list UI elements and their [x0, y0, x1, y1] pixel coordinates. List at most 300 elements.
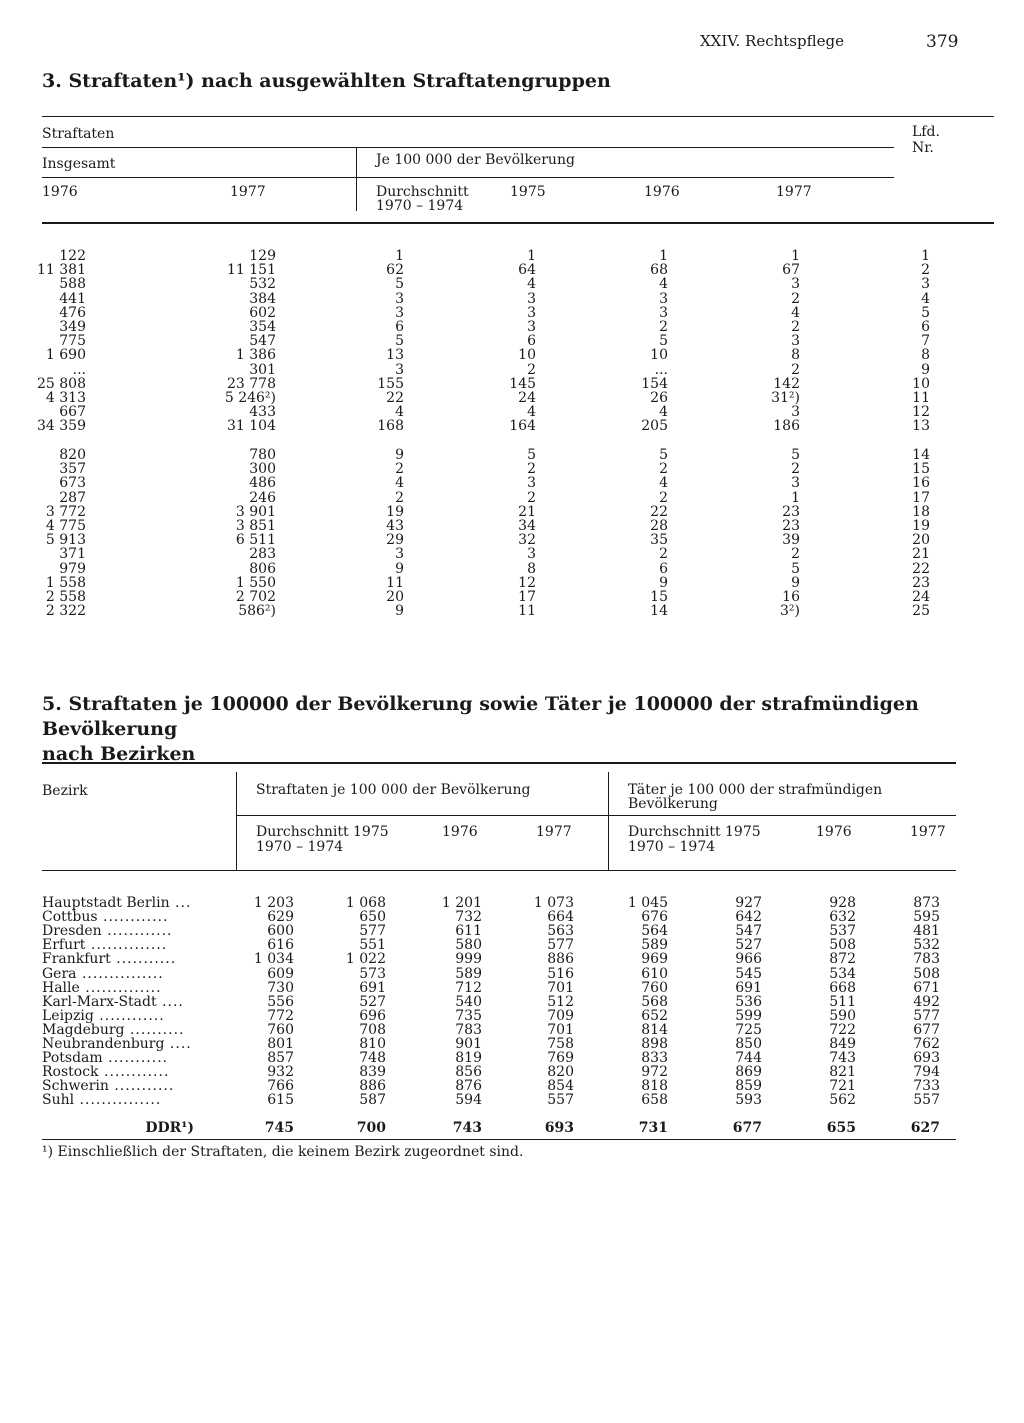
- table3-cell-je100k-durchschnitt: 19: [386, 503, 404, 520]
- table3-cell-je100k-1975: 10: [518, 347, 536, 364]
- table5-cell-taeter-1977: 677: [913, 1021, 940, 1038]
- table3-cell-insgesamt-1976: 2 558: [45, 589, 86, 605]
- table3-cell-je100k-1975: 4: [527, 404, 536, 421]
- table5-cell-straftaten-1976: 594: [455, 1092, 482, 1109]
- table3-cell-insgesamt-1976: 667: [59, 404, 86, 421]
- table3-title: 3. Straftaten¹) nach ausgewählten Straftatengruppen: [42, 70, 611, 92]
- table5-cell-straftaten-durchschnitt: 629: [267, 909, 294, 926]
- table5-row-label: [42, 1079, 174, 1093]
- bezirk-name: Dresden: [42, 923, 102, 940]
- table5-cell-taeter-durchschnitt: 760: [641, 979, 668, 996]
- table3-cell-insgesamt-1977: 806: [249, 560, 276, 577]
- table3-cell-je100k-1975: 3: [527, 290, 536, 307]
- table3-cell-je100k-durchschnitt: 3: [395, 361, 404, 378]
- table3-cell-insgesamt-1976: 5 913: [45, 532, 86, 549]
- table5-cell-taeter-1975: 744: [735, 1050, 762, 1067]
- table5-row-label: [42, 1023, 184, 1037]
- table5-title-line2: nach Bezirken: [42, 743, 196, 765]
- table5-cell-taeter-1977: 693: [913, 1050, 940, 1067]
- table5-row-label: [42, 910, 168, 924]
- table3-cell-insgesamt-1977: 1 386: [235, 347, 276, 364]
- table3-cell-lfd-nr: 9: [921, 361, 930, 378]
- bezirk-name: Hauptstadt Berlin: [42, 895, 170, 911]
- leader-dots: ..............: [85, 937, 168, 954]
- table3-cell-je100k-1976: 3: [659, 304, 668, 321]
- table3-header-zeitraum: 1970 – 1974: [376, 198, 464, 214]
- table3-cell-lfd-nr: 15: [912, 461, 930, 478]
- table5-cell-taeter-1977: 532: [913, 937, 940, 954]
- table3-cell-insgesamt-1977: 23 778: [227, 375, 276, 392]
- table3-cell-insgesamt-1976: 1 558: [45, 574, 86, 591]
- table5-row-label: [42, 952, 176, 966]
- table5-cell-taeter-1975: 642: [735, 909, 762, 926]
- table3-cell-je100k-durchschnitt: 168: [377, 418, 404, 435]
- bezirk-name: Karl-Marx-Stadt: [42, 993, 157, 1010]
- table3-header-lfd: Lfd.: [912, 124, 940, 140]
- table5-cell-taeter-1977: 508: [913, 965, 940, 982]
- table3-cell-je100k-1977: 9: [791, 574, 800, 591]
- leader-dots: ...........: [108, 1078, 175, 1095]
- table3-cell-je100k-1977: 5: [791, 447, 800, 463]
- table3-cell-insgesamt-1977: 1 550: [235, 574, 276, 591]
- table5-cell-taeter-1977: 481: [913, 923, 940, 940]
- table3-cell-je100k-1975: 2: [527, 489, 536, 506]
- table5-header-durchschnitt-b: Durchschnitt 1975: [628, 824, 761, 840]
- table5-cell-straftaten-1977: 701: [547, 979, 574, 996]
- table3-cell-insgesamt-1976: 11 381: [37, 262, 86, 279]
- table3-cell-je100k-1975: 6: [527, 333, 536, 350]
- table3-header-divider: [356, 147, 357, 211]
- leader-dots: ....: [156, 993, 184, 1010]
- table5-cell-taeter-durchschnitt: 676: [641, 909, 668, 926]
- table3-cell-insgesamt-1976: 371: [59, 546, 86, 563]
- table5-cell-taeter-1976: 821: [829, 1064, 856, 1081]
- table3-top-rule: [42, 116, 994, 117]
- table3-cell-je100k-1976: 2: [659, 461, 668, 478]
- table3-cell-je100k-durchschnitt: 5: [395, 333, 404, 350]
- table5-cell-taeter-1975: 527: [735, 937, 762, 954]
- table5-divider-mid: [608, 772, 609, 870]
- table5-row-label: [42, 1065, 169, 1079]
- table5-cell-taeter-1975: 536: [735, 993, 762, 1010]
- table5-cell-taeter-1975: 593: [735, 1092, 762, 1109]
- table3-cell-je100k-1975: 3: [527, 546, 536, 563]
- table5-cell-straftaten-1976: 783: [455, 1021, 482, 1038]
- table5-total-taeter-1977: 627: [910, 1120, 940, 1136]
- table3-cell-lfd-nr: 5: [921, 304, 930, 321]
- table3-header-insgesamt: Insgesamt: [42, 156, 116, 172]
- table5-total-straftaten-1975: 700: [356, 1120, 386, 1136]
- bezirk-name: Halle: [42, 979, 80, 996]
- table3-cell-je100k-1977: 3: [791, 404, 800, 421]
- table5-cell-taeter-1976: 668: [829, 979, 856, 996]
- table3-cell-je100k-1975: 11: [518, 603, 536, 620]
- table3-cell-lfd-nr: 23: [912, 574, 930, 591]
- table5-cell-taeter-durchschnitt: 568: [641, 993, 668, 1010]
- table5-cell-straftaten-1977: 1 073: [533, 895, 574, 911]
- table3-cell-insgesamt-1977: 780: [249, 447, 276, 463]
- table3-cell-je100k-1977: 23: [782, 503, 800, 520]
- table3-header-bottom-rule: [42, 222, 994, 224]
- table5-cell-taeter-durchschnitt: 1 045: [627, 895, 668, 911]
- leader-dots: ............: [97, 909, 169, 926]
- table5-title: [42, 692, 1024, 767]
- table5-cell-taeter-1977: 577: [913, 1007, 940, 1024]
- table3-cell-je100k-1976: 9: [659, 574, 668, 591]
- table3-cell-je100k-1976: 14: [650, 603, 668, 620]
- table3-cell-insgesamt-1976: 1 690: [45, 347, 86, 364]
- table3-cell-insgesamt-1976: 673: [59, 475, 86, 492]
- table3-cell-je100k-1975: 2: [527, 461, 536, 478]
- table5-cell-straftaten-1977: 820: [547, 1064, 574, 1081]
- table3-cell-insgesamt-1977: 384: [249, 290, 276, 307]
- table3-cell-insgesamt-1976: 122: [59, 248, 86, 264]
- table3-cell-je100k-1976: 15: [650, 589, 668, 605]
- table3-cell-je100k-1975: 1: [527, 248, 536, 264]
- table5-total-straftaten-durchschnitt: 745: [264, 1120, 294, 1136]
- table5-header-bezirk: Bezirk: [42, 783, 88, 799]
- table5-cell-taeter-1975: 927: [735, 895, 762, 911]
- table5-cell-taeter-1977: 762: [913, 1036, 940, 1052]
- table5-header-straftaten-group: Straftaten je 100 000 der Bevölkerung: [256, 782, 531, 798]
- table5-header-zeitraum-a: 1970 – 1974: [256, 839, 344, 855]
- table3-cell-je100k-1977: 2: [791, 290, 800, 307]
- table3-cell-insgesamt-1977: 5 246²): [224, 390, 276, 406]
- table3-cell-je100k-1976: 4: [659, 475, 668, 492]
- table5-cell-straftaten-1977: 512: [547, 993, 574, 1010]
- table3-cell-insgesamt-1977: 301: [249, 361, 276, 378]
- table5-cell-taeter-1976: 632: [829, 909, 856, 926]
- leader-dots: ....: [164, 1036, 192, 1052]
- table3-cell-je100k-1977: 2: [791, 319, 800, 335]
- table5-cell-straftaten-1975: 708: [359, 1021, 386, 1038]
- table3-cell-lfd-nr: 8: [921, 347, 930, 364]
- table5-cell-taeter-1976: 508: [829, 937, 856, 954]
- table5-cell-straftaten-1977: 516: [547, 965, 574, 982]
- leader-dots: ...........: [110, 951, 177, 968]
- table3-cell-insgesamt-1976: 441: [59, 290, 86, 307]
- bezirk-name: Gera: [42, 965, 77, 982]
- table5-cell-straftaten-durchschnitt: 556: [267, 993, 294, 1010]
- table3-cell-je100k-durchschnitt: 4: [395, 404, 404, 421]
- table3-cell-insgesamt-1976: 4 313: [45, 390, 86, 406]
- table3-cell-je100k-1977: 2: [791, 461, 800, 478]
- table3-cell-je100k-1975: 32: [518, 532, 536, 549]
- table3-cell-insgesamt-1977: 2 702: [235, 589, 276, 605]
- table3-header-1977b: 1977: [776, 184, 812, 200]
- bezirk-name: Frankfurt: [42, 951, 111, 968]
- table5-cell-taeter-1975: 850: [735, 1036, 762, 1052]
- table3-cell-je100k-1977: 23: [782, 518, 800, 534]
- table3-cell-je100k-1977: 142: [773, 375, 800, 392]
- table3-cell-insgesamt-1976: ...: [72, 361, 86, 378]
- table5-cell-straftaten-1976: 712: [455, 979, 482, 996]
- table5-cell-straftaten-1975: 573: [359, 965, 386, 982]
- bezirk-name: Neubrandenburg: [42, 1036, 165, 1052]
- table5-cell-straftaten-1975: 551: [359, 937, 386, 954]
- table3-header-nr: Nr.: [912, 140, 934, 156]
- table3-cell-je100k-durchschnitt: 6: [395, 319, 404, 335]
- table3-cell-je100k-1976: 22: [650, 503, 668, 520]
- table5-cell-straftaten-1977: 854: [547, 1078, 574, 1095]
- table3-cell-je100k-durchschnitt: 4: [395, 475, 404, 492]
- leader-dots: ...: [169, 895, 192, 911]
- running-title: XXIV. Rechtspflege: [700, 32, 844, 50]
- table5-cell-straftaten-durchschnitt: 615: [267, 1092, 294, 1109]
- table5-cell-straftaten-durchschnitt: 1 203: [253, 895, 294, 911]
- table3-cell-je100k-1976: 2: [659, 546, 668, 563]
- table3-cell-je100k-durchschnitt: 2: [395, 489, 404, 506]
- table3-cell-je100k-1976: 68: [650, 262, 668, 279]
- table5-cell-straftaten-1976: 611: [455, 923, 482, 940]
- table3-cell-lfd-nr: 10: [912, 375, 930, 392]
- table5-cell-straftaten-1975: 577: [359, 923, 386, 940]
- table5-cell-straftaten-1977: 709: [547, 1007, 574, 1024]
- table5-cell-straftaten-1975: 527: [359, 993, 386, 1010]
- bezirk-name: Cottbus: [42, 909, 98, 926]
- table5-total-straftaten-1977: 693: [544, 1120, 574, 1136]
- table3-cell-insgesamt-1976: 3 772: [45, 503, 86, 520]
- table3-cell-insgesamt-1977: 11 151: [227, 262, 276, 279]
- table5-cell-taeter-durchschnitt: 652: [641, 1007, 668, 1024]
- table3-cell-je100k-1976: 35: [650, 532, 668, 549]
- table3-cell-je100k-1977: 8: [791, 347, 800, 364]
- table3-cell-je100k-1976: 4: [659, 276, 668, 293]
- table5-cell-straftaten-1975: 587: [359, 1092, 386, 1109]
- table3-cell-insgesamt-1976: 349: [59, 319, 86, 335]
- table3-header-rule-2: [42, 177, 894, 178]
- table3-cell-lfd-nr: 6: [921, 319, 930, 335]
- table3-cell-je100k-1977: 3: [791, 276, 800, 293]
- table5-cell-straftaten-1977: 557: [547, 1092, 574, 1109]
- table5-cell-taeter-1977: 492: [913, 993, 940, 1010]
- table3-header-1976a: 1976: [42, 184, 78, 200]
- table3-cell-je100k-durchschnitt: 3: [395, 290, 404, 307]
- table5-cell-straftaten-1976: 580: [455, 937, 482, 954]
- table5-header-1977a: 1977: [536, 824, 572, 840]
- table5-cell-straftaten-1975: 650: [359, 909, 386, 926]
- table5-total-label: DDR¹): [145, 1120, 194, 1136]
- table3-cell-insgesamt-1977: 433: [249, 404, 276, 421]
- table5-total-straftaten-1976: 743: [452, 1120, 482, 1136]
- table5-cell-straftaten-durchschnitt: 932: [267, 1064, 294, 1081]
- table5-cell-taeter-1976: 511: [829, 993, 856, 1010]
- table5-cell-straftaten-1977: 886: [547, 951, 574, 968]
- bezirk-name: Leipzig: [42, 1007, 94, 1024]
- table3-cell-je100k-1977: 3²): [780, 603, 800, 620]
- table3-cell-je100k-1977: 5: [791, 560, 800, 577]
- table5-cell-taeter-1976: 562: [829, 1092, 856, 1109]
- table5-cell-taeter-1975: 966: [735, 951, 762, 968]
- table3-cell-je100k-1977: 1: [791, 248, 800, 264]
- table3-cell-je100k-1975: 3: [527, 304, 536, 321]
- table5-bottom-rule: [42, 1139, 956, 1140]
- table3-cell-insgesamt-1977: 586²): [238, 603, 276, 620]
- table3-cell-insgesamt-1977: 532: [249, 276, 276, 293]
- table5-cell-taeter-1976: 722: [829, 1021, 856, 1038]
- table3-cell-je100k-1977: 2: [791, 546, 800, 563]
- table3-cell-insgesamt-1976: 4 775: [45, 518, 86, 534]
- table5-cell-taeter-1976: 534: [829, 965, 856, 982]
- table5-cell-straftaten-1975: 886: [359, 1078, 386, 1095]
- table3-header-durchschnitt: Durchschnitt: [376, 184, 469, 200]
- table5-cell-taeter-durchschnitt: 564: [641, 923, 668, 940]
- table3-cell-insgesamt-1977: 6 511: [235, 532, 276, 549]
- table5-cell-taeter-durchschnitt: 898: [641, 1036, 668, 1052]
- table3-cell-lfd-nr: 7: [921, 333, 930, 350]
- table5-cell-taeter-1977: 733: [913, 1078, 940, 1095]
- table3-cell-je100k-1977: 67: [782, 262, 800, 279]
- table3-cell-insgesamt-1977: 602: [249, 304, 276, 321]
- table5-cell-straftaten-1977: 701: [547, 1021, 574, 1038]
- table5-cell-taeter-1975: 599: [735, 1007, 762, 1024]
- leader-dots: ............: [101, 923, 173, 940]
- leader-dots: ............: [98, 1064, 170, 1081]
- table3-cell-je100k-durchschnitt: 29: [386, 532, 404, 549]
- table3-cell-je100k-durchschnitt: 62: [386, 262, 404, 279]
- table5-total-taeter-1976: 655: [826, 1120, 856, 1136]
- table5-cell-straftaten-1975: 696: [359, 1007, 386, 1024]
- table3-cell-lfd-nr: 4: [921, 290, 930, 307]
- table5-cell-straftaten-1977: 758: [547, 1036, 574, 1052]
- leader-dots: ...............: [76, 965, 164, 982]
- table3-cell-insgesamt-1976: 588: [59, 276, 86, 293]
- table3-header-1977a: 1977: [230, 184, 266, 200]
- table5-cell-taeter-durchschnitt: 658: [641, 1092, 668, 1109]
- leader-dots: ..........: [124, 1021, 185, 1038]
- table5-cell-taeter-1976: 721: [829, 1078, 856, 1095]
- table5-header-1977b: 1977: [910, 824, 946, 840]
- table5-row-label: [42, 995, 184, 1009]
- bezirk-name: Potsdam: [42, 1050, 103, 1067]
- table5-row-label: [42, 981, 162, 995]
- table3-cell-je100k-durchschnitt: 9: [395, 603, 404, 620]
- table3-cell-je100k-1976: 26: [650, 390, 668, 406]
- table3-cell-je100k-1976: 4: [659, 404, 668, 421]
- table3-cell-je100k-durchschnitt: 9: [395, 447, 404, 463]
- table3-cell-je100k-durchschnitt: 155: [377, 375, 404, 392]
- page-number: 379: [926, 32, 959, 52]
- table5-cell-straftaten-durchschnitt: 1 034: [253, 951, 294, 968]
- table5-cell-taeter-durchschnitt: 972: [641, 1064, 668, 1081]
- table3-cell-je100k-1977: 16: [782, 589, 800, 605]
- table3-cell-je100k-durchschnitt: 22: [386, 390, 404, 406]
- table3-cell-insgesamt-1977: 3 901: [235, 503, 276, 520]
- table5-cell-straftaten-1975: 839: [359, 1064, 386, 1081]
- table5-cell-straftaten-1976: 856: [455, 1064, 482, 1081]
- leader-dots: ............: [93, 1007, 165, 1024]
- table5-cell-taeter-1976: 928: [829, 895, 856, 911]
- table5-row-label: [42, 1009, 165, 1023]
- table3-cell-lfd-nr: 2: [921, 262, 930, 279]
- table3-cell-je100k-durchschnitt: 11: [386, 574, 404, 591]
- table5-row-label: [42, 938, 167, 952]
- leader-dots: ...........: [102, 1050, 169, 1067]
- table3-cell-lfd-nr: 17: [912, 489, 930, 506]
- table5-cell-straftaten-durchschnitt: 857: [267, 1050, 294, 1067]
- table5-cell-straftaten-1976: 876: [455, 1078, 482, 1095]
- table5-cell-taeter-1975: 691: [735, 979, 762, 996]
- table5-cell-straftaten-1975: 691: [359, 979, 386, 996]
- table3-cell-je100k-durchschnitt: 2: [395, 461, 404, 478]
- table3-header-1975: 1975: [510, 184, 546, 200]
- table5-cell-straftaten-1975: 748: [359, 1050, 386, 1067]
- table5-top-rule: [42, 762, 956, 764]
- table3-cell-je100k-1976: 1: [659, 248, 668, 264]
- table5-cell-straftaten-1976: 589: [455, 965, 482, 982]
- table3-cell-lfd-nr: 12: [912, 404, 930, 421]
- table3-cell-je100k-1975: 164: [509, 418, 536, 435]
- table5-cell-taeter-durchschnitt: 969: [641, 951, 668, 968]
- table3-cell-lfd-nr: 14: [912, 447, 930, 463]
- table3-cell-lfd-nr: 24: [912, 589, 930, 605]
- table3-header-je100000: Je 100 000 der Bevölkerung: [376, 152, 575, 168]
- table3-cell-insgesamt-1976: 775: [59, 333, 86, 350]
- table5-cell-straftaten-1976: 732: [455, 909, 482, 926]
- table5-cell-taeter-1977: 873: [913, 895, 940, 911]
- table3-cell-je100k-1976: 10: [650, 347, 668, 364]
- table3-cell-je100k-1976: ...: [654, 361, 668, 378]
- table3-cell-lfd-nr: 25: [912, 603, 930, 620]
- table3-cell-je100k-1976: 28: [650, 518, 668, 534]
- table5-cell-straftaten-1977: 577: [547, 937, 574, 954]
- table3-cell-insgesamt-1977: 31 104: [227, 418, 276, 435]
- table5-cell-straftaten-1976: 901: [455, 1036, 482, 1052]
- table3-cell-insgesamt-1977: 129: [249, 248, 276, 264]
- table3-cell-lfd-nr: 1: [921, 248, 930, 264]
- table3-cell-insgesamt-1976: 979: [59, 560, 86, 577]
- bezirk-name: Rostock: [42, 1064, 99, 1081]
- table3-cell-je100k-durchschnitt: 9: [395, 560, 404, 577]
- table3-cell-je100k-1975: 2: [527, 361, 536, 378]
- table3-cell-lfd-nr: 19: [912, 518, 930, 534]
- table3-cell-insgesamt-1976: 25 808: [37, 375, 86, 392]
- table5-cell-taeter-durchschnitt: 610: [641, 965, 668, 982]
- table3-cell-je100k-1976: 2: [659, 319, 668, 335]
- table3-cell-je100k-1976: 205: [641, 418, 668, 435]
- table3-cell-je100k-durchschnitt: 3: [395, 546, 404, 563]
- table5-header-durchschnitt-a: Durchschnitt 1975: [256, 824, 389, 840]
- table5-cell-straftaten-durchschnitt: 609: [267, 965, 294, 982]
- table5-cell-taeter-durchschnitt: 814: [641, 1021, 668, 1038]
- table5-row-label: [42, 896, 191, 910]
- table3-cell-je100k-1975: 8: [527, 560, 536, 577]
- table3-header-1976b: 1976: [644, 184, 680, 200]
- table3-cell-je100k-1977: 39: [782, 532, 800, 549]
- table5-cell-taeter-1976: 590: [829, 1007, 856, 1024]
- table3-cell-je100k-durchschnitt: 3: [395, 304, 404, 321]
- table3-cell-insgesamt-1977: 354: [249, 319, 276, 335]
- table5-header-1976b: 1976: [816, 824, 852, 840]
- table5-cell-taeter-1976: 537: [829, 923, 856, 940]
- table3-cell-lfd-nr: 21: [912, 546, 930, 563]
- table3-cell-je100k-1975: 64: [518, 262, 536, 279]
- leader-dots: ...............: [74, 1092, 162, 1109]
- table5-cell-taeter-1975: 547: [735, 923, 762, 940]
- table3-cell-je100k-1977: 4: [791, 304, 800, 321]
- bezirk-name: Schwerin: [42, 1078, 109, 1095]
- table3-cell-insgesamt-1976: 476: [59, 304, 86, 321]
- table3-cell-je100k-1976: 2: [659, 489, 668, 506]
- table3-cell-lfd-nr: 16: [912, 475, 930, 492]
- table3-cell-je100k-1975: 17: [518, 589, 536, 605]
- table3-cell-je100k-1977: 3: [791, 475, 800, 492]
- table5-total-taeter-1975: 677: [732, 1120, 762, 1136]
- table5-cell-taeter-1977: 783: [913, 951, 940, 968]
- table5-cell-straftaten-1976: 735: [455, 1007, 482, 1024]
- table5-cell-taeter-1975: 859: [735, 1078, 762, 1095]
- table3-cell-insgesamt-1977: 283: [249, 546, 276, 563]
